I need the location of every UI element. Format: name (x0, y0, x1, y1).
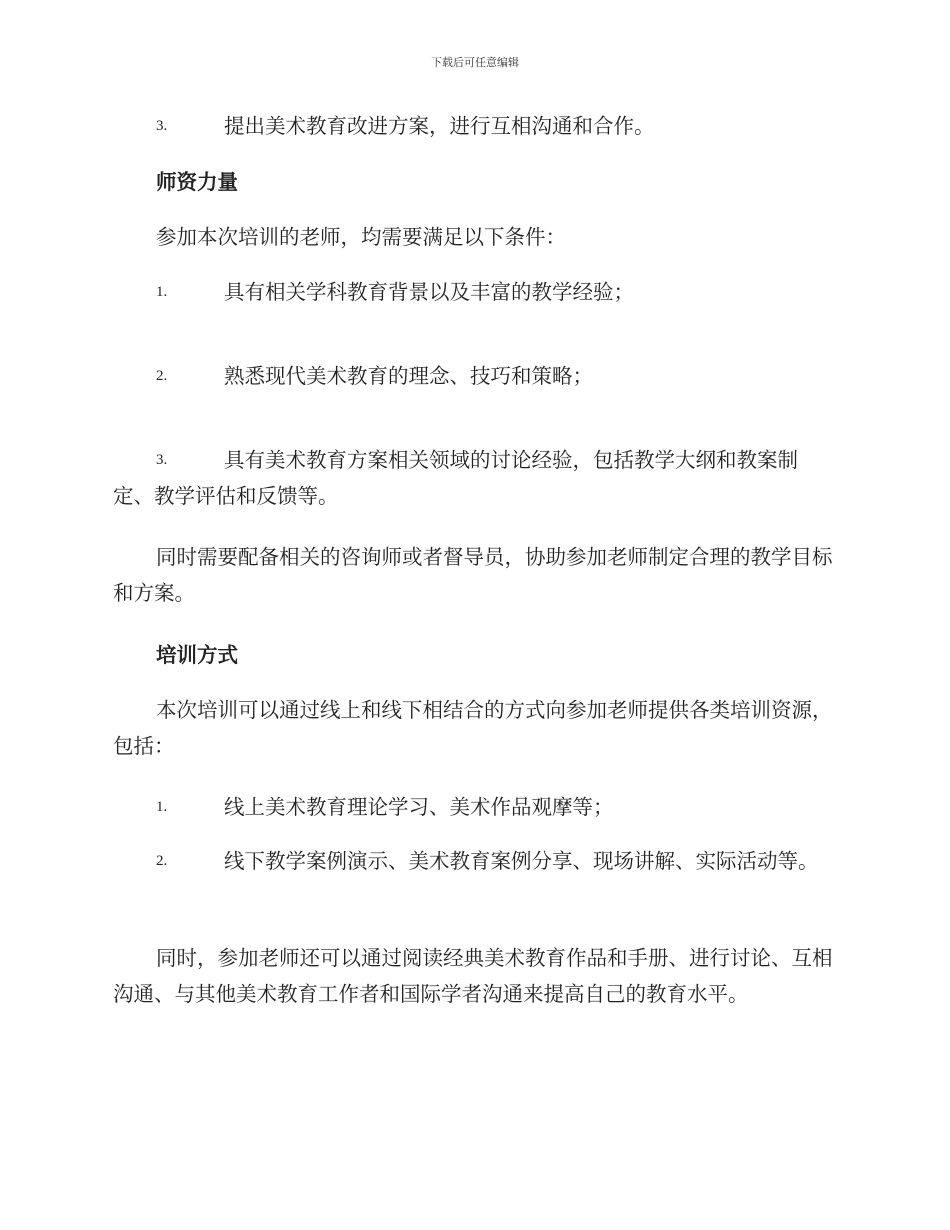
list-item (113, 108, 835, 144)
list-text: 熟悉现代美术教育的理念、技巧和策略； (224, 364, 593, 388)
list-text: 具有美术教育方案相关领域的讨论经验，包括教学大纲和教案制定、教学评估和反馈等。 (113, 448, 798, 508)
list-number: 2. (156, 853, 168, 869)
list-text: 线下教学案例演示、美术教育案例分享、现场讲解、实际活动等。 (224, 849, 819, 873)
paragraph-teachers-intro: 参加本次培训的老师，均需要满足以下条件： (156, 225, 566, 249)
list-text: 具有相关学科教育背景以及丰富的教学经验； (224, 280, 634, 304)
list-number: 3. (156, 452, 168, 468)
list-number: 1. (156, 284, 168, 300)
list-item (113, 442, 835, 514)
list-number: 2. (156, 368, 168, 384)
list-text: 提出美术教育改进方案，进行互相沟通和合作。 (224, 114, 655, 138)
paragraph-training-closing: 同时，参加老师还可以通过阅读经典美术教育作品和手册、进行讨论、互相沟通、与其他美术教育工作者和国际学者沟通来提高自己的教育水平。 (113, 946, 833, 1006)
paragraph-teachers-closing: 同时需要配备相关的咨询师或者督导员，协助参加老师制定合理的教学目标和方案。 (113, 545, 833, 605)
section-heading-teachers: 师资力量 (156, 170, 238, 194)
list-item (113, 789, 835, 825)
list-item (113, 274, 835, 310)
list-number: 1. (156, 799, 168, 815)
list-item (113, 358, 835, 394)
list-number: 3. (156, 118, 168, 134)
list-text: 线上美术教育理论学习、美术作品观摩等； (224, 795, 614, 819)
page-header: 下载后可任意编辑 (431, 56, 519, 69)
section-heading-training: 培训方式 (156, 643, 238, 667)
paragraph-training-intro: 本次培训可以通过线上和线下相结合的方式向参加老师提供各类培训资源，包括： (113, 698, 833, 758)
list-item (113, 843, 835, 879)
